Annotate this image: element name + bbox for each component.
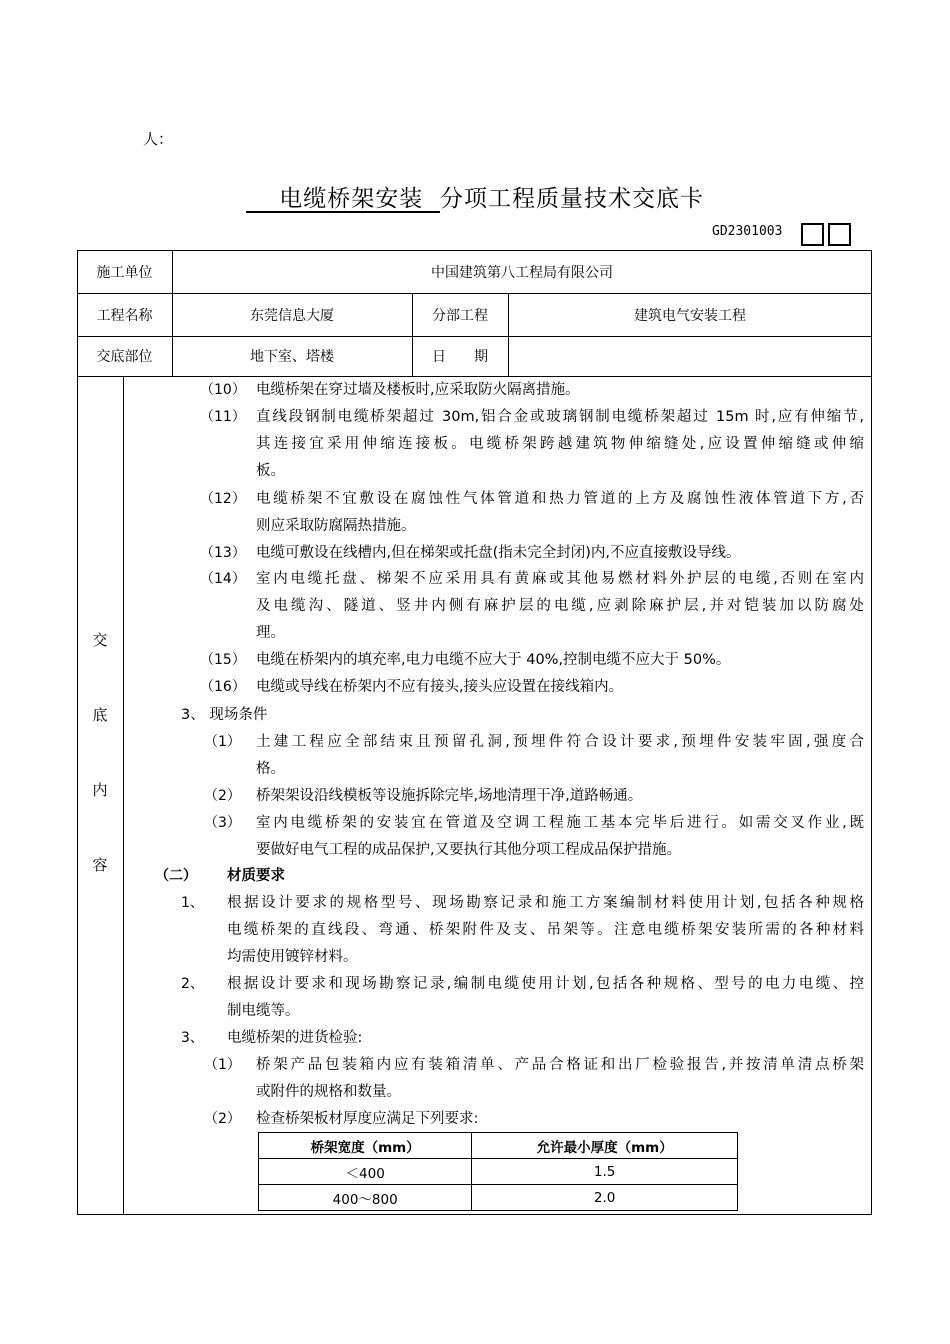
checkbox-square: [828, 223, 851, 246]
side-label-char: 容: [92, 856, 108, 874]
table-cell: 2.0: [472, 1185, 738, 1211]
date-label: 日 期: [432, 349, 488, 365]
table-cell: 400～800: [259, 1185, 472, 1211]
text-line: 电缆桥架的直线段、弯通、桥架附件及支、吊架等。注意电缆桥架安装所需的各种材料: [227, 922, 864, 938]
item-number: （2）: [204, 788, 241, 804]
top-label: 人：: [143, 130, 174, 148]
division-label: 分部工程: [432, 307, 488, 324]
project-label: 工程名称: [96, 307, 153, 324]
text-line: 则应采取防腐隔热措施。: [256, 518, 416, 534]
item-number: （13）: [200, 545, 246, 561]
table-header-cell: 允许最小厚度（mm）: [472, 1133, 738, 1159]
text-line: 电缆在桥架内的填充率,电力电缆不应大于 40%,控制电缆不应大于 50%。: [256, 652, 731, 668]
unit-label: 施工单位: [96, 264, 153, 281]
text-line: 理。: [256, 625, 285, 641]
text-line: 桥架架设沿线模板等设施拆除完毕,场地清理干净,道路畅通。: [256, 788, 643, 804]
text-line: 桥架产品包装箱内应有装箱清单、产品合格证和出厂检验报告,并按清单清点桥架: [256, 1057, 864, 1073]
thickness-table: [258, 1132, 738, 1211]
text-line: 及电缆沟、隧道、竖井内侧有麻护层的电缆,应剥除麻护层,并对铠装加以防腐处: [256, 598, 864, 614]
table-cell: ＜400: [259, 1159, 472, 1185]
project-value: 东莞信息大厦: [250, 307, 334, 324]
text-line: 格。: [256, 761, 285, 777]
table-row: [259, 1185, 738, 1211]
side-label-char: 内: [92, 781, 108, 799]
section-heading: 3、 现场条件: [181, 707, 268, 723]
text-line: 根据设计要求的规格型号、现场勘察记录和施工方案编制材料使用计划,包括各种规格: [227, 895, 864, 911]
part-number: （二）: [155, 868, 197, 884]
text-line: 板。: [256, 463, 285, 479]
date-value: [508, 336, 872, 376]
table-header-row: [259, 1133, 738, 1159]
title-underlined: 电缆桥架安装: [246, 186, 440, 212]
text-line: 电缆可敷设在线槽内,但在梯架或托盘(指未完全封闭)内,不应直接敷设导线。: [256, 545, 741, 561]
doc-code: GD2301003: [712, 224, 783, 239]
table-header-cell: 桥架宽度（mm）: [259, 1133, 472, 1159]
text-line: 或附件的规格和数量。: [256, 1084, 401, 1100]
text-line: 其连接宜采用伸缩连接板。电缆桥架跨越建筑物伸缩缝处,应设置伸缩缝或伸缩: [256, 436, 864, 452]
item-number: 3、: [181, 1030, 204, 1046]
text-line: 土建工程应全部结束且预留孔洞,预埋件符合设计要求,预埋件安装牢固,强度合: [256, 734, 864, 750]
unit-value: 中国建筑第八工程局有限公司: [431, 264, 613, 281]
text-line: 制电缆等。: [227, 1003, 300, 1019]
col-divider: [123, 376, 124, 1215]
item-number: （16）: [200, 679, 246, 695]
item-number: （1）: [204, 1057, 241, 1073]
item-number: 2、: [181, 976, 204, 992]
page-title: [0, 180, 950, 213]
item-number: （14）: [200, 571, 246, 587]
text-line: 根据设计要求和现场勘察记录,编制电缆使用计划,包括各种规格、型号的电力电缆、控: [227, 976, 864, 992]
title-rest: 分项工程质量技术交底卡: [439, 186, 704, 212]
text-line: 室内电缆托盘、梯架不应采用具有黄麻或其他易燃材料外护层的电缆,否则在室内: [256, 571, 864, 587]
item-number: 1、: [181, 895, 204, 911]
text-line: 室内电缆桥架的安装宜在管道及空调工程施工基本完毕后进行。如需交叉作业,既: [256, 815, 864, 831]
part-title: 材质要求: [227, 868, 285, 884]
checkbox-square: [801, 223, 824, 246]
table-row: [259, 1159, 738, 1185]
text-line: 直线段钢制电缆桥架超过 30m,铝合金或玻璃钢制电缆桥架超过 15m 时,应有伸缩节,: [256, 409, 864, 425]
item-number: （3）: [204, 815, 241, 831]
division-value: 建筑电气安装工程: [634, 307, 746, 324]
text-line: 电缆桥架的进货检验:: [227, 1030, 363, 1046]
side-label-char: 交: [92, 631, 108, 649]
text-line: 均需使用镀锌材料。: [227, 949, 358, 965]
item-number: （2）: [204, 1111, 241, 1127]
item-number: （12）: [200, 491, 246, 507]
text-line: 检查桥架板材厚度应满足下列要求:: [256, 1111, 479, 1127]
location-value: 地下室、塔楼: [250, 349, 334, 365]
location-label: 交底部位: [96, 349, 153, 365]
item-number: （1）: [204, 734, 241, 750]
item-number: （15）: [200, 652, 246, 668]
item-number: （10）: [200, 382, 246, 398]
text-line: 要做好电气工程的成品保护,又要执行其他分项工程成品保护措施。: [256, 842, 682, 858]
text-line: 电缆桥架在穿过墙及楼板时,应采取防火隔离措施。: [256, 382, 580, 398]
item-number: （11）: [200, 409, 246, 425]
text-line: 电缆或导线在桥架内不应有接头,接头应设置在接线箱内。: [256, 679, 624, 695]
table-cell: 1.5: [472, 1159, 738, 1185]
side-label-char: 底: [92, 706, 108, 724]
text-line: 电缆桥架不宜敷设在腐蚀性气体管道和热力管道的上方及腐蚀性液体管道下方,否: [256, 491, 864, 507]
